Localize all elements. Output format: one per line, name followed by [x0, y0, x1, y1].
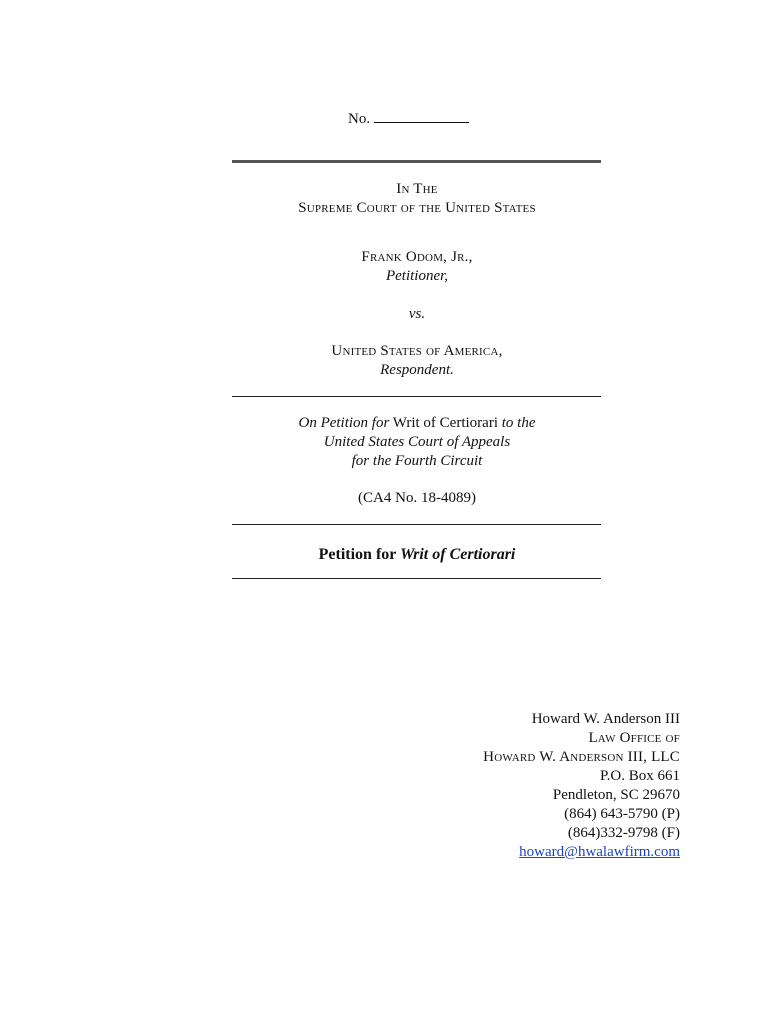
- petition-title: [0, 545, 770, 564]
- rule-after-title: [232, 578, 601, 579]
- rule-after-parties: [232, 396, 601, 397]
- petition-title-emphasis: Writ of Certiorari: [400, 546, 516, 563]
- appeals-court-name: United States Court of Appeals: [323, 434, 511, 450]
- phone-number: (864) 643-5790 (P): [564, 806, 680, 822]
- respondent-name-text: United States of America,: [331, 343, 503, 359]
- top-rule: [232, 160, 601, 163]
- lower-case-number-text: (CA4 No. 18-4089): [358, 490, 476, 506]
- court-line-1-text: In The: [396, 181, 438, 197]
- petition-on-prefix: On Petition for: [298, 415, 390, 431]
- petition-on-suffix: to the: [501, 415, 536, 431]
- petition-on-writ: Writ of Certiorari: [392, 415, 498, 431]
- court-name: Supreme Court of the United States: [298, 200, 536, 216]
- email-link[interactable]: howard@hwalawfirm.com: [519, 844, 680, 860]
- court-line-1: [0, 180, 770, 199]
- respondent-name: [0, 342, 770, 361]
- counsel-block: [483, 710, 680, 862]
- firm-line-1: Law Office of: [588, 730, 680, 746]
- versus: [0, 305, 770, 324]
- petitioner-name: [0, 248, 770, 267]
- court-line-2: [0, 199, 770, 218]
- counsel-name: Howard W. Anderson III: [531, 711, 680, 727]
- firm-line-2: Howard W. Anderson III, LLC: [483, 749, 680, 765]
- docket-number: [348, 108, 469, 128]
- petitioner-name-text: Frank Odom, Jr.,: [361, 249, 473, 265]
- versus-text: vs.: [408, 306, 426, 322]
- circuit-name: for the Fourth Circuit: [351, 453, 483, 469]
- respondent-role-text: Respondent.: [380, 362, 454, 378]
- address-line-2: Pendleton, SC 29670: [552, 787, 680, 803]
- address-line-1: P.O. Box 661: [599, 768, 680, 784]
- petition-on-line-1: [0, 414, 770, 433]
- petition-title-prefix: Petition for: [318, 546, 397, 563]
- respondent-role: [0, 361, 770, 380]
- docket-blank-line: [374, 108, 469, 123]
- petition-on-line-2: [0, 433, 770, 452]
- petitioner-role-text: Petitioner,: [385, 268, 449, 284]
- petitioner-role: [0, 267, 770, 286]
- docket-label: No.: [348, 111, 371, 127]
- lower-case-number: [0, 489, 770, 508]
- fax-number: (864)332-9798 (F): [567, 825, 680, 841]
- petition-on-line-3: [0, 452, 770, 471]
- rule-before-title: [232, 524, 601, 525]
